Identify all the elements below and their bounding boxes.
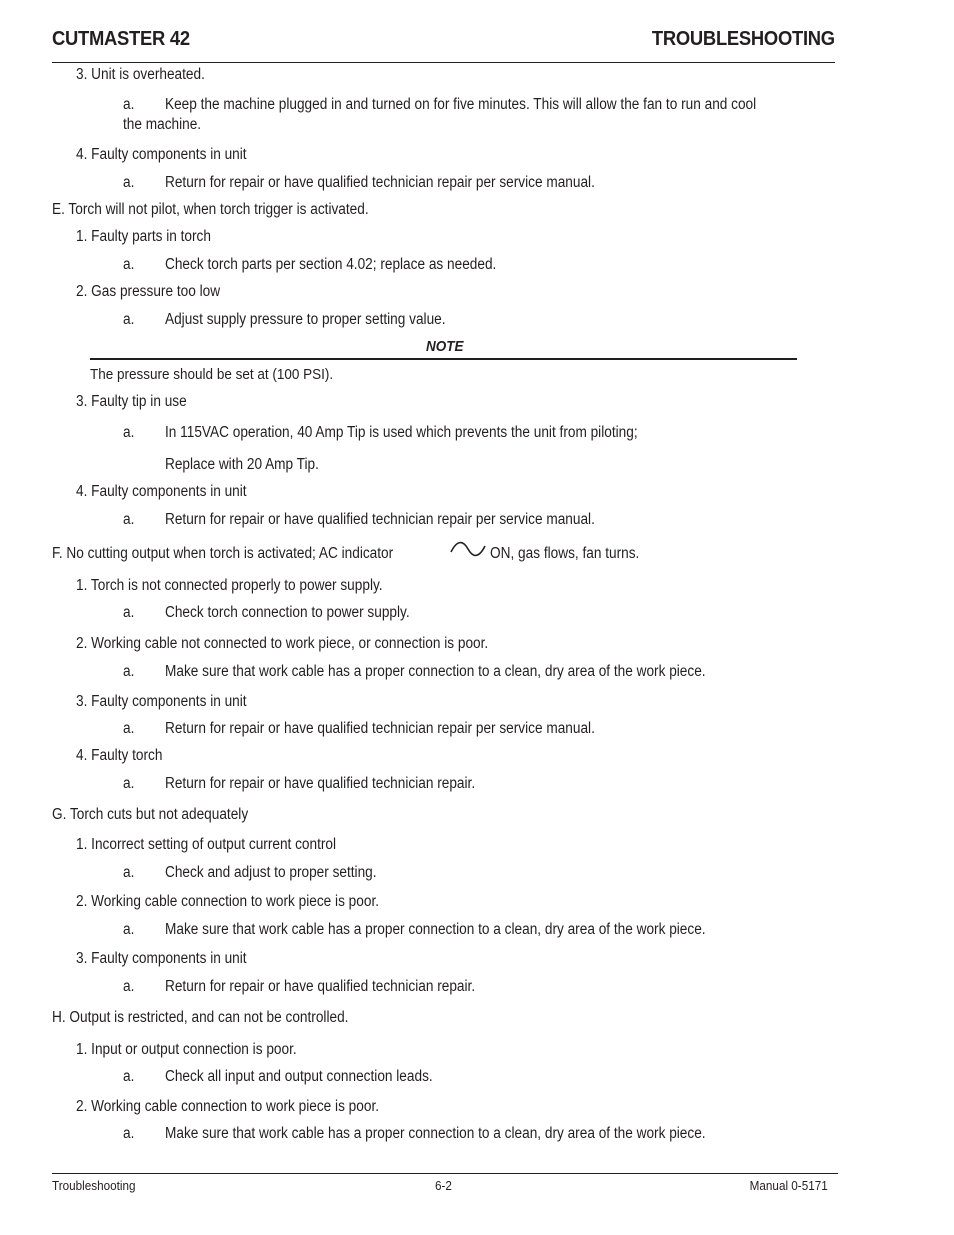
- section-f: F. No cutting output when torch is activated; AC indicator: [52, 545, 394, 562]
- item-e3a-text: In 115VAC operation, 40 Amp Tip is used which prevents the unit from piloting;: [165, 424, 638, 441]
- item-e3a-marker: a.: [123, 424, 135, 441]
- item-g1: 1. Incorrect setting of output current control: [76, 836, 337, 853]
- item-f2a-text: Make sure that work cable has a proper connection to a clean, dry area of the work piece.: [165, 663, 706, 680]
- item-f1a-text: Check torch connection to power supply.: [165, 604, 410, 621]
- item-e3a-text-cont: Replace with 20 Amp Tip.: [165, 456, 319, 473]
- footer-manual-number: Manual 0-5171: [749, 1178, 828, 1193]
- item-e1a-text: Check torch parts per section 4.02; replace as needed.: [165, 256, 497, 273]
- item-g3: 3. Faulty components in unit: [76, 950, 247, 967]
- item-g2: 2. Working cable connection to work piece is poor.: [76, 893, 380, 910]
- item-h2a-text: Make sure that work cable has a proper connection to a clean, dry area of the work piece.: [165, 1125, 706, 1142]
- item-h2: 2. Working cable connection to work piece is poor.: [76, 1098, 380, 1115]
- item-d4: 4. Faulty components in unit: [76, 146, 247, 163]
- item-e3: 3. Faulty tip in use: [76, 393, 187, 410]
- item-f4a-text: Return for repair or have qualified technician repair.: [165, 775, 476, 792]
- item-f1a-marker: a.: [123, 604, 135, 621]
- item-e4a-marker: a.: [123, 511, 135, 528]
- item-f2: 2. Working cable not connected to work piece, or connection is poor.: [76, 635, 489, 652]
- item-g3a-marker: a.: [123, 978, 135, 995]
- footer-section: Troubleshooting: [52, 1178, 136, 1193]
- item-f4a-marker: a.: [123, 775, 135, 792]
- section-e: E. Torch will not pilot, when torch trigger is activated.: [52, 201, 369, 218]
- item-e4: 4. Faulty components in unit: [76, 483, 247, 500]
- item-f3a-marker: a.: [123, 720, 135, 737]
- item-e1a-marker: a.: [123, 256, 135, 273]
- footer-page-number: 6-2: [435, 1178, 452, 1193]
- item-h2a-marker: a.: [123, 1125, 135, 1142]
- item-e2a-text: Adjust supply pressure to proper setting value.: [165, 311, 446, 328]
- item-e1: 1. Faulty parts in torch: [76, 228, 211, 245]
- item-f3: 3. Faulty components in unit: [76, 693, 247, 710]
- item-f4: 4. Faulty torch: [76, 747, 163, 764]
- item-d4a-text: Return for repair or have qualified technician repair per service manual.: [165, 174, 595, 191]
- item-e4a-text: Return for repair or have qualified technician repair per service manual.: [165, 511, 595, 528]
- item-g2a-marker: a.: [123, 921, 135, 938]
- section-h: H. Output is restricted, and can not be controlled.: [52, 1009, 349, 1026]
- item-f1: 1. Torch is not connected properly to power supply.: [76, 577, 383, 594]
- item-h1a-marker: a.: [123, 1068, 135, 1085]
- item-d3a-text-cont: the machine.: [123, 116, 202, 133]
- header-title-left: CUTMASTER 42: [52, 28, 190, 50]
- item-f3a-text: Return for repair or have qualified technician repair per service manual.: [165, 720, 595, 737]
- item-e2a-marker: a.: [123, 311, 135, 328]
- header-rule: [52, 62, 835, 63]
- item-d3a-marker: a.: [123, 96, 135, 113]
- item-d3: 3. Unit is overheated.: [76, 66, 205, 83]
- section-f-cont: ON, gas flows, fan turns.: [490, 545, 640, 562]
- ac-sine-icon: [449, 541, 487, 559]
- note-text: The pressure should be set at (100 PSI).: [90, 366, 334, 383]
- item-g1a-marker: a.: [123, 864, 135, 881]
- item-h1: 1. Input or output connection is poor.: [76, 1041, 297, 1058]
- item-d3a-text: Keep the machine plugged in and turned on for five minutes. This will allow the fan to run and cool: [165, 96, 757, 113]
- footer-rule: [52, 1173, 838, 1174]
- section-g: G. Torch cuts but not adequately: [52, 806, 249, 823]
- note-rule: [90, 358, 797, 360]
- item-g2a-text: Make sure that work cable has a proper connection to a clean, dry area of the work piece.: [165, 921, 706, 938]
- item-h1a-text: Check all input and output connection leads.: [165, 1068, 433, 1085]
- item-g1a-text: Check and adjust to proper setting.: [165, 864, 377, 881]
- item-d4a-marker: a.: [123, 174, 135, 191]
- header-title-right: TROUBLESHOOTING: [652, 28, 835, 50]
- item-g3a-text: Return for repair or have qualified technician repair.: [165, 978, 476, 995]
- item-f2a-marker: a.: [123, 663, 135, 680]
- note-title: NOTE: [426, 338, 464, 355]
- item-e2: 2. Gas pressure too low: [76, 283, 221, 300]
